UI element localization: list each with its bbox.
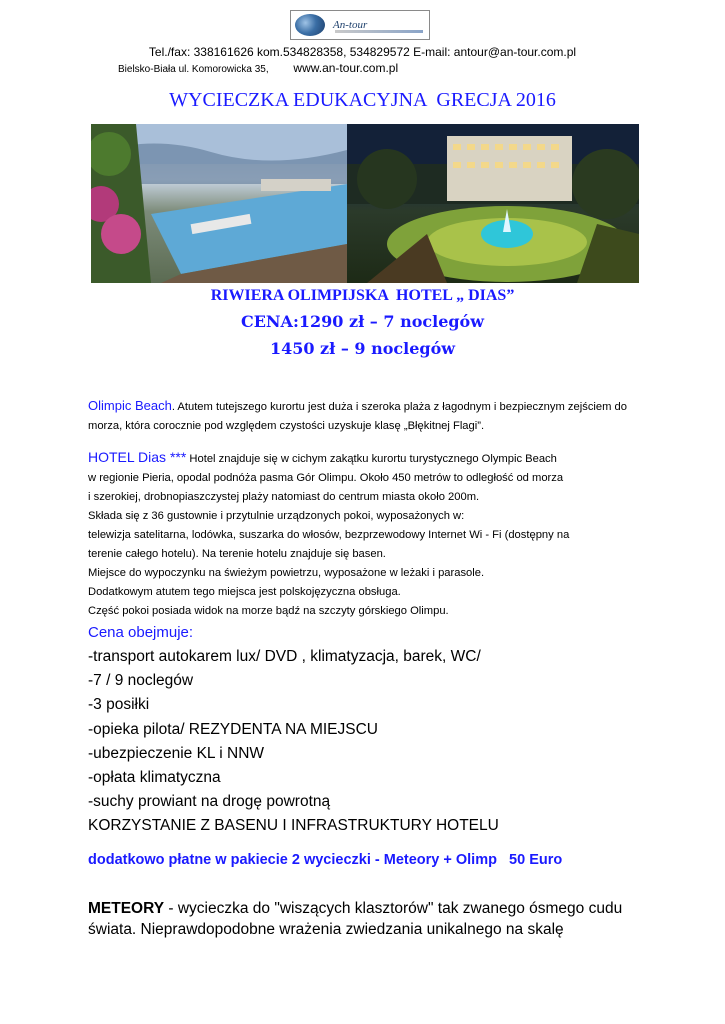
website-link[interactable]: www.an-tour.com.pl	[293, 61, 399, 75]
meteory-title: METEORY	[88, 900, 165, 917]
hotel-desc-lead: HOTEL Dias ***	[88, 449, 187, 465]
list-item: -opłata klimatyczna	[88, 769, 221, 787]
address: Bielsko-Biała ul. Komorowicka 35,	[118, 64, 269, 75]
price-7-nights: CENA:1290 zł – 7 noclegów	[241, 312, 484, 331]
olympic-beach-paragraph	[88, 396, 648, 436]
list-item: KORZYSTANIE Z BASENU I INFRASTRUKTURY HOTELU	[88, 817, 499, 835]
list-item: -3 posiłki	[88, 696, 150, 714]
page-title: WYCIECZKA EDUKACYJNA GRECJA 2016	[169, 89, 556, 111]
meteory-text: - wycieczka do "wiszących klasztorów" tak zwanego ósmego cudu świata. Nieprawdopodobne wrażenia zwiedzania unikalnego na skalę	[88, 900, 623, 938]
included-list	[88, 645, 499, 839]
hotel-desc-line: terenie całego hotelu). Na terenie hotelu znajduje się basen.	[88, 548, 386, 560]
logo-text: An-tour	[333, 18, 368, 31]
hotel-desc-line: Miejsce do wypoczynku na świeżym powietrzu, wyposażone w leżaki i parasole.	[88, 567, 485, 579]
globe-icon	[295, 14, 325, 36]
pool-photo	[91, 124, 347, 283]
logo-underline	[335, 30, 423, 33]
list-item: -opieka pilota/ REZYDENTA NA MIEJSCU	[88, 720, 378, 738]
included-heading: Cena obejmuje:	[88, 624, 194, 641]
contact-line: Tel./fax: 338161626 kom.534828358, 534829572 E-mail: antour@an-tour.com.pl	[148, 45, 577, 59]
contact-address-line	[118, 61, 398, 75]
hotel-photo	[347, 124, 639, 283]
hotel-desc-line: Część pokoi posiada widok na morze bądź na szczyty górskiego Olimpu.	[88, 605, 449, 617]
list-item: -suchy prowiant na drogę powrotną	[88, 793, 331, 811]
hotel-desc-line: telewizja satelitarna, lodówka, suszarka do włosów, bezprzewodowy Internet Wi - Fi (dostępny na	[88, 529, 570, 541]
hotel-desc-line: w regionie Pieria, opodal podnóża pasma Gór Olimpu. Około 450 metrów to odległość od morza	[88, 472, 564, 484]
olympic-beach-lead: Olimpic Beach	[88, 398, 172, 413]
list-item: -ubezpieczenie KL i NNW	[88, 744, 265, 762]
meteory-paragraph	[88, 898, 648, 940]
price-9-nights: 1450 zł – 9 noclegów	[269, 339, 456, 358]
hotel-desc-line: i szerokiej, drobnopiaszczystej plaży natomiast do centrum miasta około 200m.	[88, 491, 480, 503]
hotel-description	[88, 448, 648, 621]
list-item: -7 / 9 noclegów	[88, 672, 194, 690]
hotel-heading: RIWIERA OLIMPIJSKA HOTEL „ DIAS”	[210, 287, 515, 304]
hotel-desc-line: Składa się z 36 gustownie i przytulnie urządzonych pokoi, wyposażonych w:	[88, 510, 465, 522]
company-logo	[290, 10, 430, 40]
hotel-desc-line: Dodatkowym atutem tego miejsca jest polskojęzyczna obsługa.	[88, 586, 401, 598]
olympic-beach-text: . Atutem tutejszego kurortu jest duża i szeroka plaża z łagodnym i bezpiecznym zejściem do morza, która corocznie pod względem czystości uzyskuje klasę „Błękitnej Flagi”.	[88, 401, 627, 432]
hotel-desc-line: HOTEL Dias *** Hotel znajduje się w cichym zakątku kurortu turystycznego Olympic Beach	[88, 449, 557, 465]
list-item: -transport autokarem lux/ DVD , klimatyzacja, barek, WC/	[88, 648, 481, 665]
extra-paid-note: dodatkowo płatne w pakiecie 2 wycieczki - Meteory + Olimp 50 Euro	[88, 852, 563, 868]
